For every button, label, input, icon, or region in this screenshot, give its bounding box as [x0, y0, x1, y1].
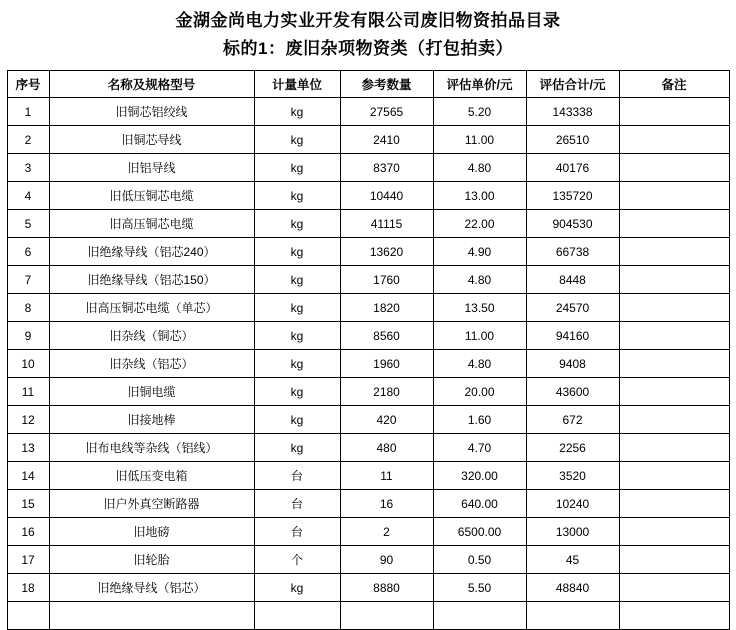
cell-index: 12	[7, 406, 49, 434]
cell-index: 15	[7, 490, 49, 518]
cell-total: 904530	[526, 210, 619, 238]
table-row	[7, 350, 729, 378]
cell-index: 6	[7, 238, 49, 266]
cell-remark	[619, 182, 729, 210]
table-row	[7, 322, 729, 350]
cell-unit: kg	[254, 238, 340, 266]
cell-price: 13.00	[433, 182, 526, 210]
cell-price: 11.00	[433, 322, 526, 350]
cell-name: 旧高压铜芯电缆（单芯）	[49, 294, 254, 322]
table-row	[7, 490, 729, 518]
cell-index: 7	[7, 266, 49, 294]
cell-unit: 个	[254, 546, 340, 574]
cell-total: 26510	[526, 126, 619, 154]
cell-remark	[619, 574, 729, 602]
cell-qty: 41115	[340, 210, 433, 238]
cell-index: 1	[7, 98, 49, 126]
cell-remark	[619, 154, 729, 182]
table-row	[7, 210, 729, 238]
cell-remark	[619, 406, 729, 434]
cell-remark	[619, 238, 729, 266]
cell-index: 11	[7, 378, 49, 406]
cell-index: 16	[7, 518, 49, 546]
table-row	[7, 154, 729, 182]
cell-price: 4.80	[433, 266, 526, 294]
cell-total: 135720	[526, 182, 619, 210]
cell-name: 旧轮胎	[49, 546, 254, 574]
cell-unit	[254, 602, 340, 630]
table-row	[7, 434, 729, 462]
cell-price: 5.50	[433, 574, 526, 602]
cell-qty	[340, 602, 433, 630]
cell-name: 旧接地棒	[49, 406, 254, 434]
cell-remark	[619, 602, 729, 630]
cell-price: 4.70	[433, 434, 526, 462]
cell-index: 9	[7, 322, 49, 350]
cell-index: 4	[7, 182, 49, 210]
cell-qty: 16	[340, 490, 433, 518]
cell-unit: kg	[254, 98, 340, 126]
cell-total: 40176	[526, 154, 619, 182]
cell-index: 17	[7, 546, 49, 574]
cell-total: 2256	[526, 434, 619, 462]
cell-total: 13000	[526, 518, 619, 546]
cell-total: 8448	[526, 266, 619, 294]
cell-total: 3520	[526, 462, 619, 490]
cell-total: 48840	[526, 574, 619, 602]
cell-name: 旧铜芯铝绞线	[49, 98, 254, 126]
cell-qty: 90	[340, 546, 433, 574]
table-row	[7, 406, 729, 434]
cell-index: 5	[7, 210, 49, 238]
cell-name: 旧杂线（铝芯）	[49, 350, 254, 378]
cell-qty: 10440	[340, 182, 433, 210]
cell-total: 9408	[526, 350, 619, 378]
cell-total: 672	[526, 406, 619, 434]
cell-unit: 台	[254, 490, 340, 518]
cell-name: 旧绝缘导线（铝芯）	[49, 574, 254, 602]
cell-total: 45	[526, 546, 619, 574]
cell-remark	[619, 462, 729, 490]
cell-remark	[619, 490, 729, 518]
cell-price: 20.00	[433, 378, 526, 406]
cell-unit: kg	[254, 182, 340, 210]
title-block	[0, 0, 736, 62]
cell-index: 10	[7, 350, 49, 378]
table-row	[7, 238, 729, 266]
cell-total: 66738	[526, 238, 619, 266]
table-row	[7, 126, 729, 154]
table-row	[7, 546, 729, 574]
cell-index: 18	[7, 574, 49, 602]
cell-total: 94160	[526, 322, 619, 350]
table-row	[7, 378, 729, 406]
table-row	[7, 182, 729, 210]
cell-price: 4.80	[433, 154, 526, 182]
cell-name: 旧布电线等杂线（铝线）	[49, 434, 254, 462]
cell-index: 14	[7, 462, 49, 490]
cell-index: 3	[7, 154, 49, 182]
cell-remark	[619, 350, 729, 378]
cell-qty: 420	[340, 406, 433, 434]
table-row	[7, 266, 729, 294]
cell-index: 2	[7, 126, 49, 154]
cell-index	[7, 602, 49, 630]
cell-price: 4.90	[433, 238, 526, 266]
cell-unit: kg	[254, 154, 340, 182]
cell-price: 5.20	[433, 98, 526, 126]
cell-price	[433, 602, 526, 630]
auction-item-table	[7, 70, 730, 630]
cell-remark	[619, 266, 729, 294]
cell-qty: 2410	[340, 126, 433, 154]
cell-qty: 27565	[340, 98, 433, 126]
column-header-price: 评估单价/元	[433, 71, 526, 98]
table-row	[7, 294, 729, 322]
cell-remark	[619, 434, 729, 462]
cell-price: 22.00	[433, 210, 526, 238]
cell-total: 10240	[526, 490, 619, 518]
cell-name: 旧铝导线	[49, 154, 254, 182]
cell-qty: 2	[340, 518, 433, 546]
cell-unit: 台	[254, 462, 340, 490]
table-header-row	[7, 71, 729, 98]
cell-name: 旧高压铜芯电缆	[49, 210, 254, 238]
cell-remark	[619, 294, 729, 322]
cell-total: 143338	[526, 98, 619, 126]
cell-qty: 8370	[340, 154, 433, 182]
cell-qty: 1760	[340, 266, 433, 294]
cell-qty: 1820	[340, 294, 433, 322]
cell-remark	[619, 518, 729, 546]
table-row	[7, 574, 729, 602]
table-row	[7, 518, 729, 546]
cell-remark	[619, 210, 729, 238]
cell-unit: kg	[254, 350, 340, 378]
cell-name: 旧地磅	[49, 518, 254, 546]
cell-total: 43600	[526, 378, 619, 406]
cell-qty: 1960	[340, 350, 433, 378]
cell-unit: kg	[254, 210, 340, 238]
cell-qty: 2180	[340, 378, 433, 406]
page-subtitle: 标的1：废旧杂项物资类（打包拍卖）	[223, 39, 513, 58]
cell-name: 旧绝缘导线（铝芯150）	[49, 266, 254, 294]
table-body	[7, 98, 729, 630]
cell-unit: kg	[254, 574, 340, 602]
cell-qty: 8880	[340, 574, 433, 602]
column-header-index: 序号	[7, 71, 49, 98]
cell-unit: kg	[254, 126, 340, 154]
cell-name: 旧铜芯导线	[49, 126, 254, 154]
cell-total	[526, 602, 619, 630]
cell-qty: 8560	[340, 322, 433, 350]
page-title: 金湖金尚电力实业开发有限公司废旧物资拍品目录	[175, 11, 561, 30]
cell-total: 24570	[526, 294, 619, 322]
cell-name: 旧低压铜芯电缆	[49, 182, 254, 210]
cell-qty: 13620	[340, 238, 433, 266]
cell-qty: 480	[340, 434, 433, 462]
cell-name: 旧杂线（铜芯）	[49, 322, 254, 350]
table-row	[7, 98, 729, 126]
cell-remark	[619, 126, 729, 154]
cell-name: 旧铜电缆	[49, 378, 254, 406]
cell-price: 1.60	[433, 406, 526, 434]
cell-unit: kg	[254, 322, 340, 350]
cell-index: 13	[7, 434, 49, 462]
column-header-total: 评估合计/元	[526, 71, 619, 98]
cell-unit: kg	[254, 378, 340, 406]
cell-remark	[619, 378, 729, 406]
cell-name	[49, 602, 254, 630]
cell-qty: 11	[340, 462, 433, 490]
cell-remark	[619, 546, 729, 574]
cell-unit: kg	[254, 266, 340, 294]
cell-remark	[619, 98, 729, 126]
cell-index: 8	[7, 294, 49, 322]
cell-price: 4.80	[433, 350, 526, 378]
cell-price: 0.50	[433, 546, 526, 574]
cell-name: 旧绝缘导线（铝芯240）	[49, 238, 254, 266]
column-header-remark: 备注	[619, 71, 729, 98]
cell-unit: kg	[254, 406, 340, 434]
cell-price: 320.00	[433, 462, 526, 490]
cell-price: 6500.00	[433, 518, 526, 546]
cell-name: 旧户外真空断路器	[49, 490, 254, 518]
cell-unit: kg	[254, 434, 340, 462]
cell-unit: 台	[254, 518, 340, 546]
table-row	[7, 602, 729, 630]
table-row	[7, 462, 729, 490]
cell-price: 11.00	[433, 126, 526, 154]
column-header-qty: 参考数量	[340, 71, 433, 98]
column-header-name: 名称及规格型号	[49, 71, 254, 98]
cell-remark	[619, 322, 729, 350]
cell-name: 旧低压变电箱	[49, 462, 254, 490]
column-header-unit: 计量单位	[254, 71, 340, 98]
cell-price: 13.50	[433, 294, 526, 322]
cell-price: 640.00	[433, 490, 526, 518]
cell-unit: kg	[254, 294, 340, 322]
